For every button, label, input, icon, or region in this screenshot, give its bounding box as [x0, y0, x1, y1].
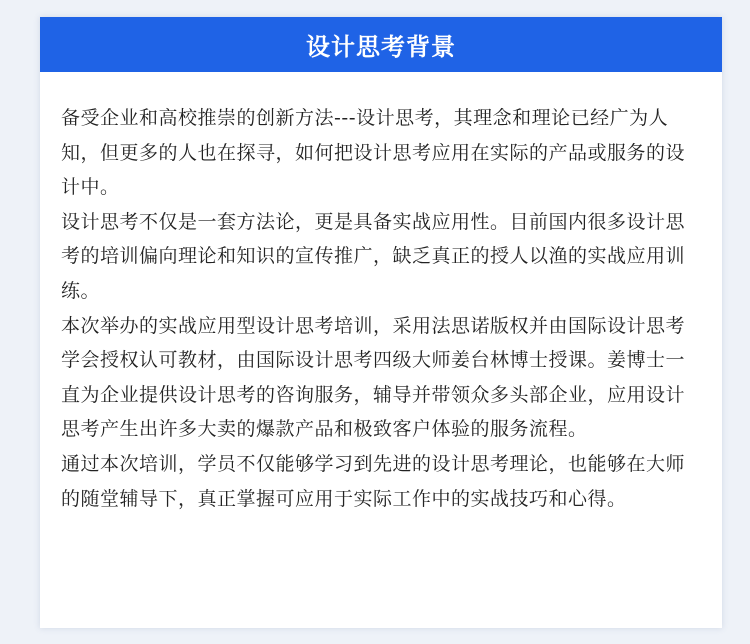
section-title: 设计思考背景: [306, 33, 456, 61]
section-body: [40, 72, 722, 516]
paragraph-training: 本次举办的实战应用型设计思考培训，采用法思诺版权并由国际设计思考学会授权认可教材，由国际设计思考四级大师姜台林博士授课。姜博士一直为企业提供设计思考的咨询服务，辅导并带领众多头部企业，应用设计思考产生出许多大卖的爆款产品和极致客户体验的服务流程。: [61, 314, 686, 441]
paragraph-practical: 设计思考不仅是一套方法论，更是具备实战应用性。目前国内很多设计思考的培训偏向理论和知识的宣传推广，缺乏真正的授人以渔的实战应用训练。: [61, 210, 686, 302]
paragraph-outcome: 通过本次培训，学员不仅能够学习到先进的设计思考理论，也能够在大师的随堂辅导下，真正掌握可应用于实际工作中的实战技巧和心得。: [61, 452, 686, 510]
section-header: [40, 17, 722, 72]
paragraph-intro: 备受企业和高校推崇的创新方法---设计思考，其理念和理论已经广为人知，但更多的人也在探寻，如何把设计思考应用在实际的产品或服务的设计中。: [61, 107, 686, 199]
background-card: [40, 17, 722, 628]
